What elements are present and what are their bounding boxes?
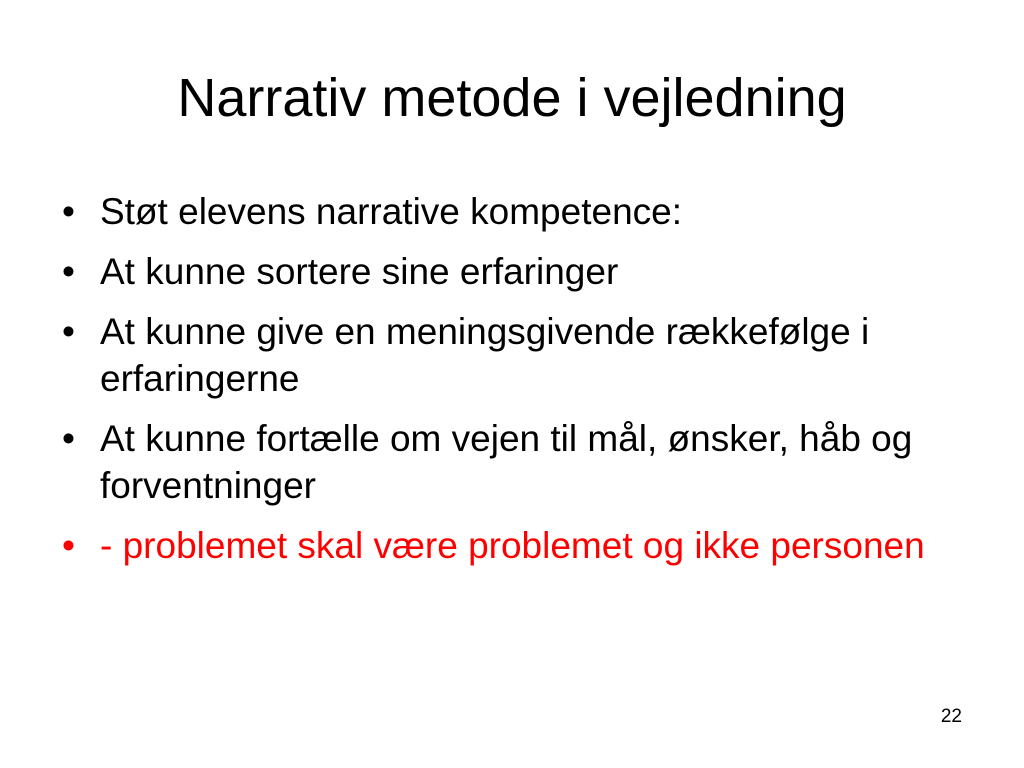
slide-title: Narrativ metode i vejledning	[177, 68, 847, 128]
bullet-item	[54, 308, 984, 402]
bullet-text: At kunne fortælle om vejen til mål, ønsker, håb og forventninger	[100, 418, 913, 506]
bullet-text: At kunne sortere sine erfaringer	[100, 251, 619, 292]
bullet-text: - problemet skal være problemet og ikke personen	[100, 525, 925, 566]
bullet-item	[54, 415, 984, 509]
bullet-list	[54, 188, 984, 582]
bullet-item	[54, 522, 984, 569]
bullet-icon: •	[62, 418, 75, 459]
bullet-item	[54, 188, 984, 235]
bullet-icon: •	[62, 251, 75, 292]
bullet-item	[54, 248, 984, 295]
bullet-icon: •	[62, 525, 75, 566]
bullet-text: Støt elevens narrative kompetence:	[100, 191, 683, 232]
bullet-icon: •	[62, 311, 75, 352]
bullet-text: At kunne give en meningsgivende rækkefølge i erfaringerne	[100, 311, 870, 399]
page-number: 22	[940, 706, 962, 727]
bullet-icon: •	[62, 191, 75, 232]
